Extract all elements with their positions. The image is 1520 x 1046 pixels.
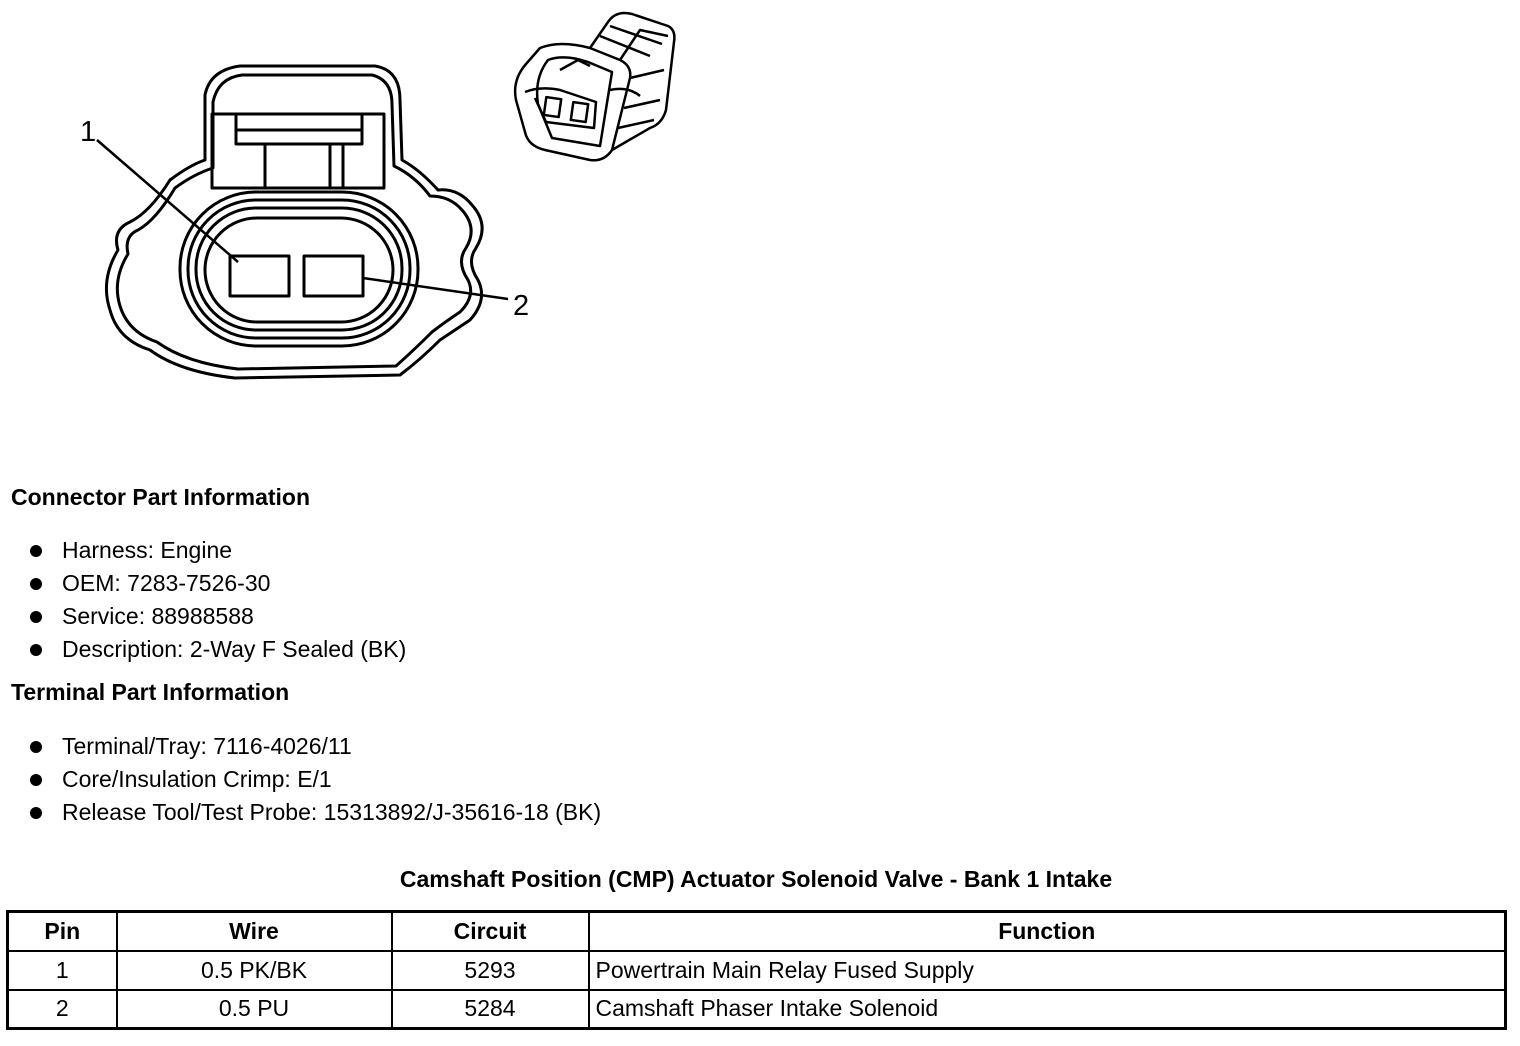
pin-table	[6, 910, 1507, 1030]
connector-housing-inner-outline	[117, 75, 471, 369]
cell-circuit: 5293	[392, 951, 589, 990]
cell-function: Powertrain Main Relay Fused Supply	[589, 951, 1506, 990]
callout-2: 2	[513, 290, 530, 322]
terminal-info-list	[28, 730, 601, 829]
list-item: Harness: Engine	[28, 534, 406, 567]
pin-table-title: Camshaft Position (CMP) Actuator Solenoid Valve - Bank 1 Intake	[399, 866, 1113, 892]
header-circuit: Circuit	[392, 912, 589, 951]
cavity-2	[304, 256, 363, 296]
callout-1: 1	[80, 116, 97, 148]
list-item: Description: 2-Way F Sealed (BK)	[28, 633, 406, 666]
header-pin: Pin	[8, 912, 117, 951]
cell-function: Camshaft Phaser Intake Solenoid	[589, 990, 1506, 1029]
list-item: Core/Insulation Crimp: E/1	[28, 763, 601, 796]
table-row	[8, 951, 1506, 990]
cell-pin: 2	[8, 990, 117, 1029]
connector-diagram	[0, 0, 720, 420]
cell-wire: 0.5 PK/BK	[117, 951, 392, 990]
cell-wire: 0.5 PU	[117, 990, 392, 1029]
connector-isometric-view	[515, 13, 674, 160]
header-function: Function	[589, 912, 1506, 951]
table-row	[8, 990, 1506, 1029]
connector-info-heading: Connector Part Information	[11, 484, 311, 510]
table-header-row	[8, 912, 1506, 951]
cell-pin: 1	[8, 951, 117, 990]
terminal-info-heading: Terminal Part Information	[11, 679, 290, 705]
list-item: Service: 88988588	[28, 600, 406, 633]
header-wire: Wire	[117, 912, 392, 951]
list-item: Terminal/Tray: 7116-4026/11	[28, 730, 601, 763]
list-item: Release Tool/Test Probe: 15313892/J-35616-18 (BK)	[28, 796, 601, 829]
connector-info-list	[28, 534, 406, 666]
cell-circuit: 5284	[392, 990, 589, 1029]
cavity-1	[230, 256, 289, 296]
list-item: OEM: 7283-7526-30	[28, 567, 406, 600]
